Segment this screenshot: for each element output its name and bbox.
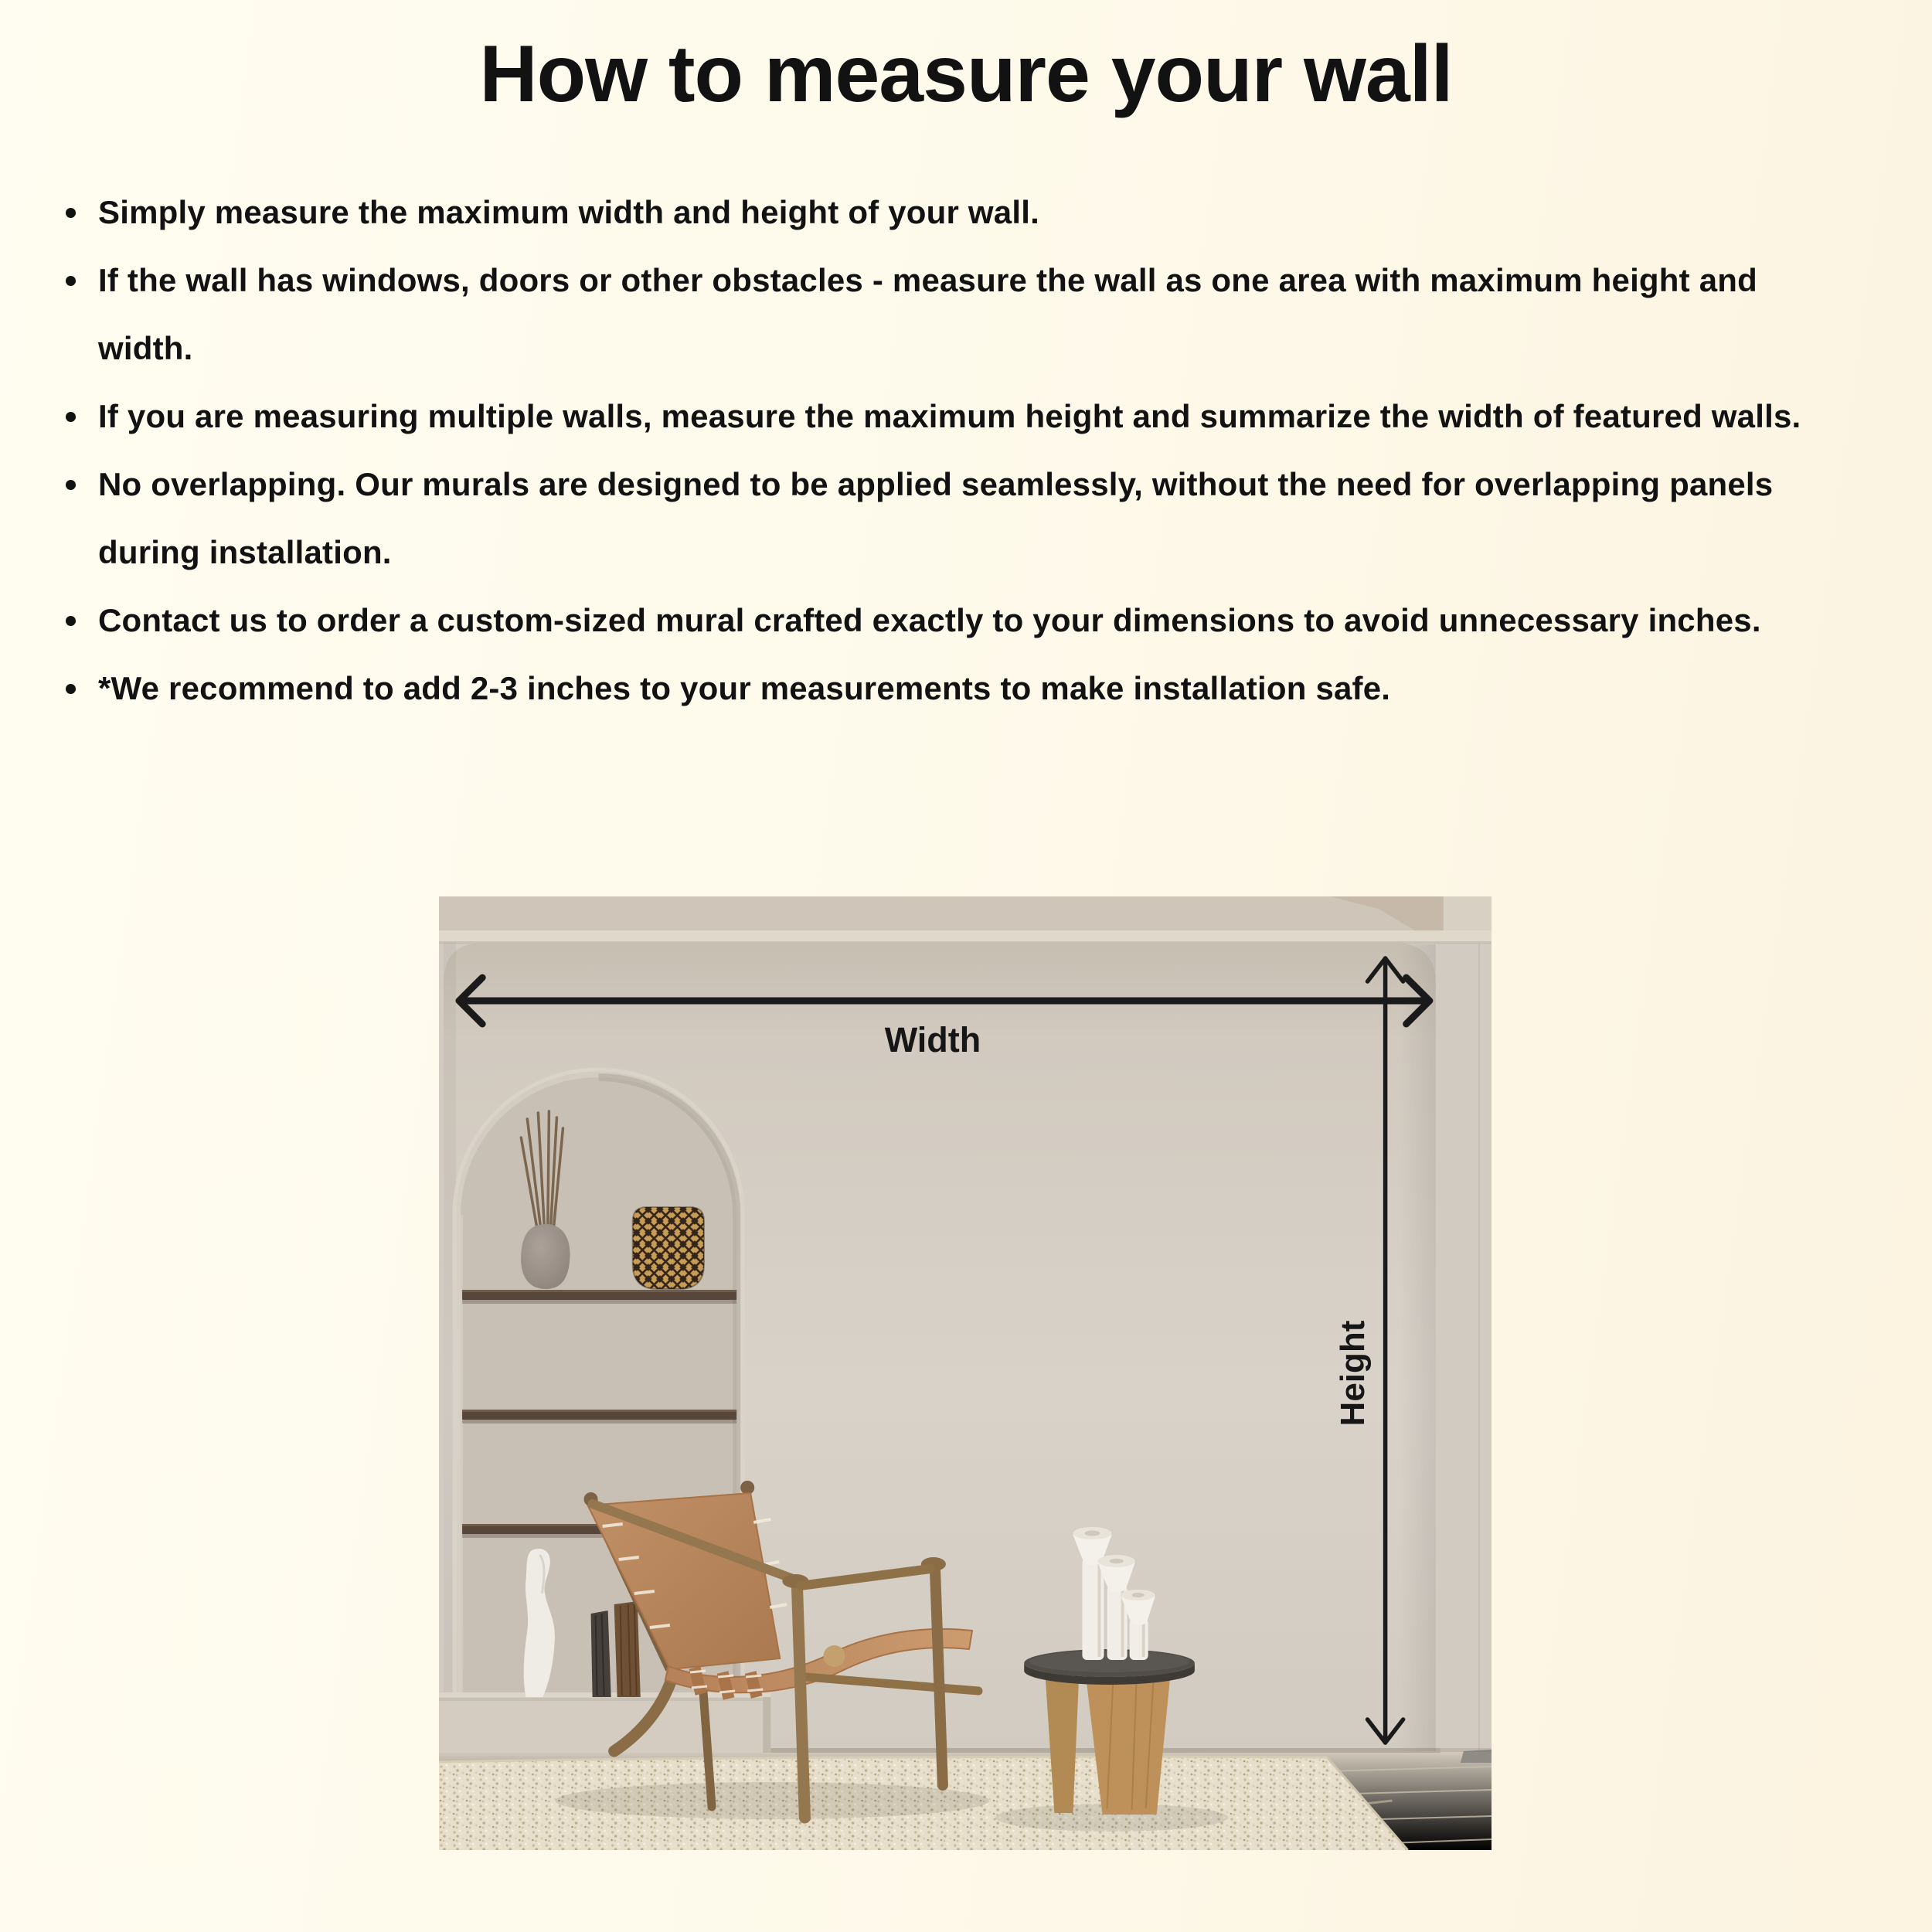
instruction-text: If you are measuring multiple walls, measure the maximum height and summarize the width of featured walls.	[98, 398, 1801, 434]
chair-shadow	[555, 1782, 989, 1819]
shelf	[462, 1410, 736, 1423]
instruction-item	[64, 247, 1834, 383]
instruction-list	[64, 179, 1834, 723]
ceiling	[439, 896, 1492, 944]
instruction-item	[64, 587, 1834, 655]
wall-seam	[1478, 943, 1480, 1753]
instruction-text: If the wall has windows, doors or other obstacles - measure the wall as one area with maximum height and width.	[98, 262, 1757, 366]
woven-basket	[633, 1207, 704, 1289]
page-title: How to measure your wall	[479, 29, 1453, 119]
shelf	[462, 1290, 736, 1304]
stone-vase	[521, 1224, 570, 1289]
instruction-text: Contact us to order a custom-sized mural crafted exactly to your dimensions to avoid unnecessary inches.	[98, 602, 1761, 638]
height-label: Height	[1334, 1320, 1372, 1427]
instruction-text: No overlapping. Our murals are designed to be applied seamlessly, without the need for overlapping panels during installation.	[98, 466, 1774, 570]
instruction-item	[64, 179, 1834, 247]
instruction-text: *We recommend to add 2-3 inches to your measurements to make installation safe.	[98, 670, 1391, 706]
instruction-item	[64, 451, 1834, 587]
instruction-text: Simply measure the maximum width and height of your wall.	[98, 194, 1039, 230]
measurement-diagram	[439, 896, 1492, 1850]
instruction-item	[64, 383, 1834, 451]
width-label: Width	[884, 1020, 981, 1060]
niche-plinth	[439, 1692, 770, 1753]
instruction-item	[64, 655, 1834, 723]
